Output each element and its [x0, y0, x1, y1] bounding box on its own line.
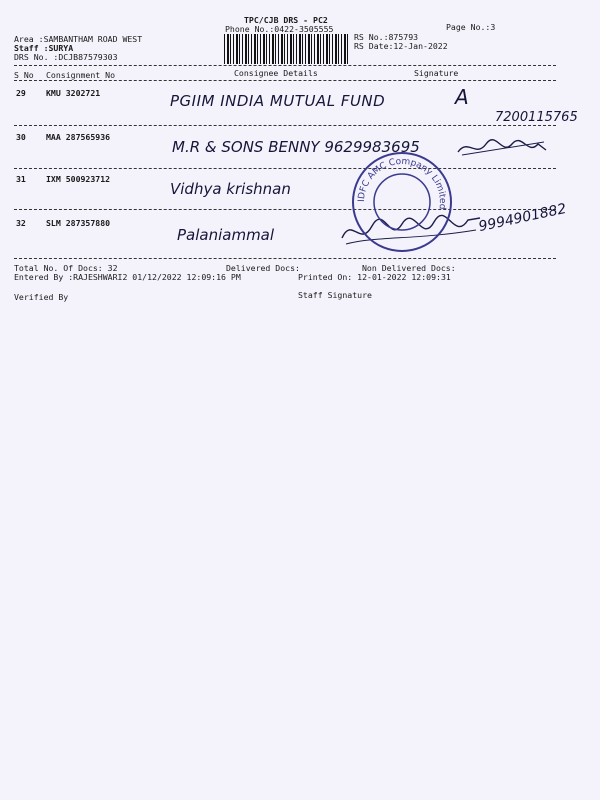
delivered-docs: Delivered Docs:: [226, 263, 300, 273]
drs-title: TPC/CJB DRS - PC2: [244, 15, 328, 25]
stamp-text: IDFC AMC Company Limited: [356, 156, 448, 210]
row-consignment: MAA 287565936: [46, 132, 111, 142]
row-sno: 31: [16, 174, 26, 184]
row-consignee: Vidhya krishnan: [170, 180, 291, 198]
divider: [14, 258, 556, 259]
staff-name: Staff :SURYA: [14, 43, 74, 53]
row-sno: 32: [16, 218, 26, 228]
entered-by: Entered By :RAJESHWARI2 01/12/2022 12:09:16 PM: [14, 272, 241, 282]
col-signature: Signature: [414, 68, 459, 78]
col-sno: S No: [14, 70, 34, 80]
verified-by: Verified By: [14, 292, 69, 302]
rs-number: RS No.:875793: [354, 32, 419, 42]
divider: [14, 168, 556, 169]
row-consignee: M.R & SONS BENNY 9629983695: [172, 138, 420, 156]
divider: [14, 125, 556, 126]
printed-on: Printed On: 12-01-2022 12:09:31: [298, 272, 451, 282]
row-sno: 30: [16, 132, 26, 142]
staff-signature: Staff Signature: [298, 290, 372, 300]
row-phone: 9994901882: [477, 200, 568, 236]
row-consignee: PGIIM INDIA MUTUAL FUND: [170, 92, 386, 110]
row-consignment: IXM 500923712: [46, 174, 111, 184]
row-phone: 7200115765: [495, 110, 578, 125]
divider: [14, 65, 556, 66]
page-number: Page No.:3: [446, 22, 496, 32]
row-consignment: KMU 3202721: [46, 88, 101, 98]
col-consignee: Consignee Details: [234, 68, 318, 78]
phone-number: Phone No.:0422-3505555: [225, 24, 334, 34]
company-stamp: [350, 150, 454, 254]
area: Area :SAMBANTHAM ROAD WEST: [14, 34, 143, 44]
barcode: [224, 34, 350, 64]
rs-date: RS Date:12-Jan-2022: [354, 41, 448, 51]
drs-number: DRS No. :DCJB87579303: [14, 52, 118, 62]
row-sno: 29: [16, 88, 26, 98]
divider: [14, 80, 556, 81]
row-consignee: Palaniammal: [177, 226, 275, 244]
row-signature: A: [455, 85, 469, 109]
signature-scribble: [454, 136, 549, 160]
row-consignment: SLM 287357880: [46, 218, 111, 228]
col-consignment: Consignment No: [46, 70, 116, 80]
total-docs: Total No. Of Docs: 32: [14, 263, 118, 273]
non-delivered-docs: Non Delivered Docs:: [362, 263, 456, 273]
